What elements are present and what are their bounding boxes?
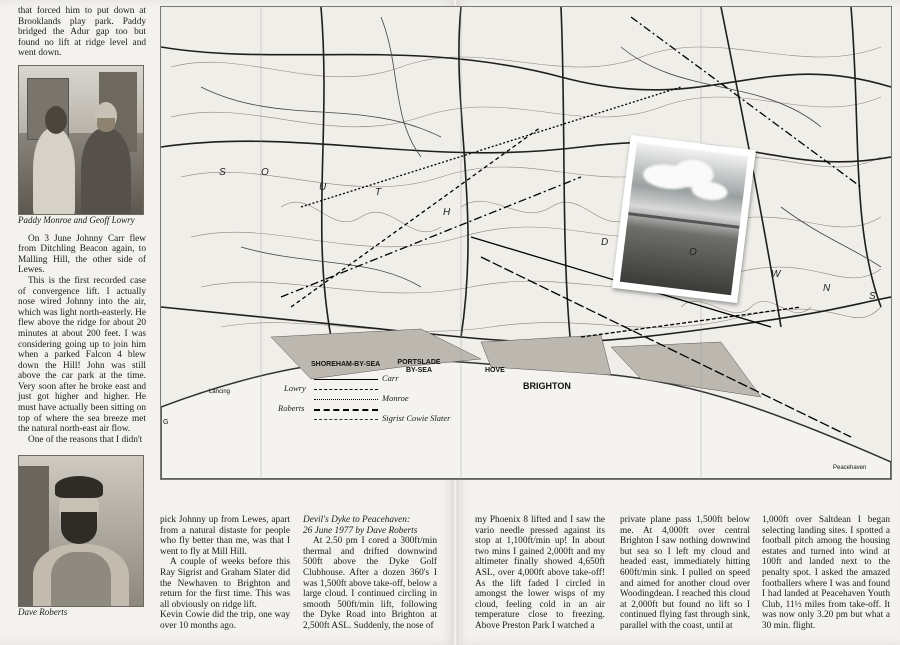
- article-byline: 26 June 1977 by Dave Roberts: [303, 525, 418, 536]
- town-portslade: PORTSLADE BY-SEA: [397, 359, 441, 374]
- town-hove: HOVE: [485, 367, 505, 374]
- left-para-1: On 3 June Johnny Carr flew from Ditchling Beacon again, to Malling Hill, the other side of Lewes.: [18, 233, 146, 276]
- map-figure: [160, 6, 892, 480]
- photo-paddy-geoff: [18, 65, 144, 215]
- region-letter: S: [219, 167, 228, 178]
- bottom-column-5: [762, 515, 890, 632]
- legend-route-carr: Carr: [382, 373, 399, 383]
- town-peacehaven: Peacehaven: [833, 465, 867, 471]
- legend-line-lowry: [314, 389, 378, 390]
- col1-para-1: pick Johnny up from Lewes, apart from a natural distaste for people who fly better than me, was that I went to fly at Mill Hill.: [160, 515, 290, 557]
- photo2-caption: Dave Roberts: [18, 607, 68, 618]
- col1-para-2: A couple of weeks before this Ray Sigrist and Graham Slater did the Newhaven to Brighton and return for the first time. This was all obviously on ridge lift.: [160, 557, 290, 610]
- legend-route-monroe: Monroe: [382, 393, 409, 403]
- region-letter: W: [771, 269, 783, 280]
- article-heading: Devil's Dyke to Peacehaven:: [303, 515, 411, 525]
- region-letter: N: [823, 283, 833, 294]
- grid-letter: G: [163, 419, 169, 426]
- region-letter: H: [443, 207, 453, 218]
- legend-line-roberts: [314, 409, 378, 411]
- inset-cloud-photo: [612, 135, 756, 303]
- col5-para-1: 1,000ft over Saltdean I began selecting landing sites. I spotted a football pitch among the housing estates and turned into wind at 100ft and landed next to the penalty spot. I asked the amazed footballers where I was and found I had landed at Peacehaven Youth Club, 11½ miles from take-off. It was now only 3.20 pm but what a 30 min. flight.: [762, 515, 890, 631]
- left-column: [18, 6, 146, 618]
- legend-line-carr: [314, 379, 378, 380]
- left-para-2: This is the first recorded case of convergence lift. I actually nose wired Johnny into the air, which was light north-easterly. He flew above the ridge for about 20 minutes at about 200 feet. I was considering going up to join him when a parked Falcon 4 blew down the Hill! John was still above the car park at the time. Very soon after he broke east and just got higher and higher. He must have actually been sitting on top of where the sea breeze met the natural north-east air flow.: [18, 275, 146, 435]
- region-letter: T: [375, 187, 384, 198]
- left-para-3: One of the reasons that I didn't: [28, 434, 143, 445]
- bottom-column-4: [620, 515, 750, 632]
- legend-name-lowry: Lowry: [284, 383, 306, 393]
- map-drawing: [161, 7, 891, 479]
- bottom-column-2: [303, 515, 437, 632]
- col3-para-1: my Phoenix 8 lifted and I saw the vario needle pressed against its stop at 1,100ft/min up! In about two mins I gained 2,000ft and my altimeter finally showed 4,650ft ASL, over 4,000ft above take-off! As the lift faded I circled in amongst the lower wisps of my cloud, feeling cold in an air temperature close to freezing. Above Preston Park I watched a: [475, 515, 605, 631]
- region-letter: S: [869, 291, 878, 302]
- town-brighton: BRIGHTON: [523, 381, 571, 391]
- legend-name-roberts: Roberts: [278, 403, 305, 413]
- left-top-text: that forced him to put down at Brooklands play park. Paddy bridged the Adur gap too but found no lift at ridge level and went down.: [18, 6, 146, 59]
- legend-line-sigrist: [314, 419, 378, 420]
- photo-dave-roberts: [18, 455, 144, 607]
- photo1-caption: Paddy Monroe and Geoff Lowry: [18, 214, 135, 225]
- col1-para-3: Kevin Cowie did the trip, one way over 10 months ago.: [160, 610, 290, 631]
- bottom-column-1: [160, 515, 290, 632]
- legend-route-sigrist: Sigrist Cowie Slater: [382, 413, 451, 423]
- town-lancing: Lancing: [209, 389, 231, 395]
- col2-para-1: At 2.50 pm I cored a 300ft/min thermal and drifted downwind 500ft above the Dyke Golf Clubhouse. After a dozen 360's I was 1,500ft above take-off, below a large cloud. I continued circling in smooth 500ft/min lift, following the Dyke Road into Brighton at 2,500ft ASL. Suddenly, the nose of: [303, 536, 437, 631]
- region-letter: O: [689, 247, 699, 258]
- region-letter: O: [261, 167, 271, 178]
- bottom-column-3: [475, 515, 605, 632]
- region-letter: U: [319, 182, 329, 193]
- region-letter: D: [601, 237, 611, 248]
- col4-para-1: private plane pass 1,500ft below me. At 4,000ft over central Brighton I saw nothing downwind but sea so I left my cloud and headed east, immediately hitting 600ft/min sink. I pulled on speed and aimed for another cloud over Woodingdean. I reached this cloud at 2,000ft but found no lift so I continued flying fast through sink, parallel with the coast, until at: [620, 515, 750, 631]
- town-shoreham: SHOREHAM-BY-SEA: [311, 361, 381, 368]
- legend-line-monroe: [314, 399, 378, 400]
